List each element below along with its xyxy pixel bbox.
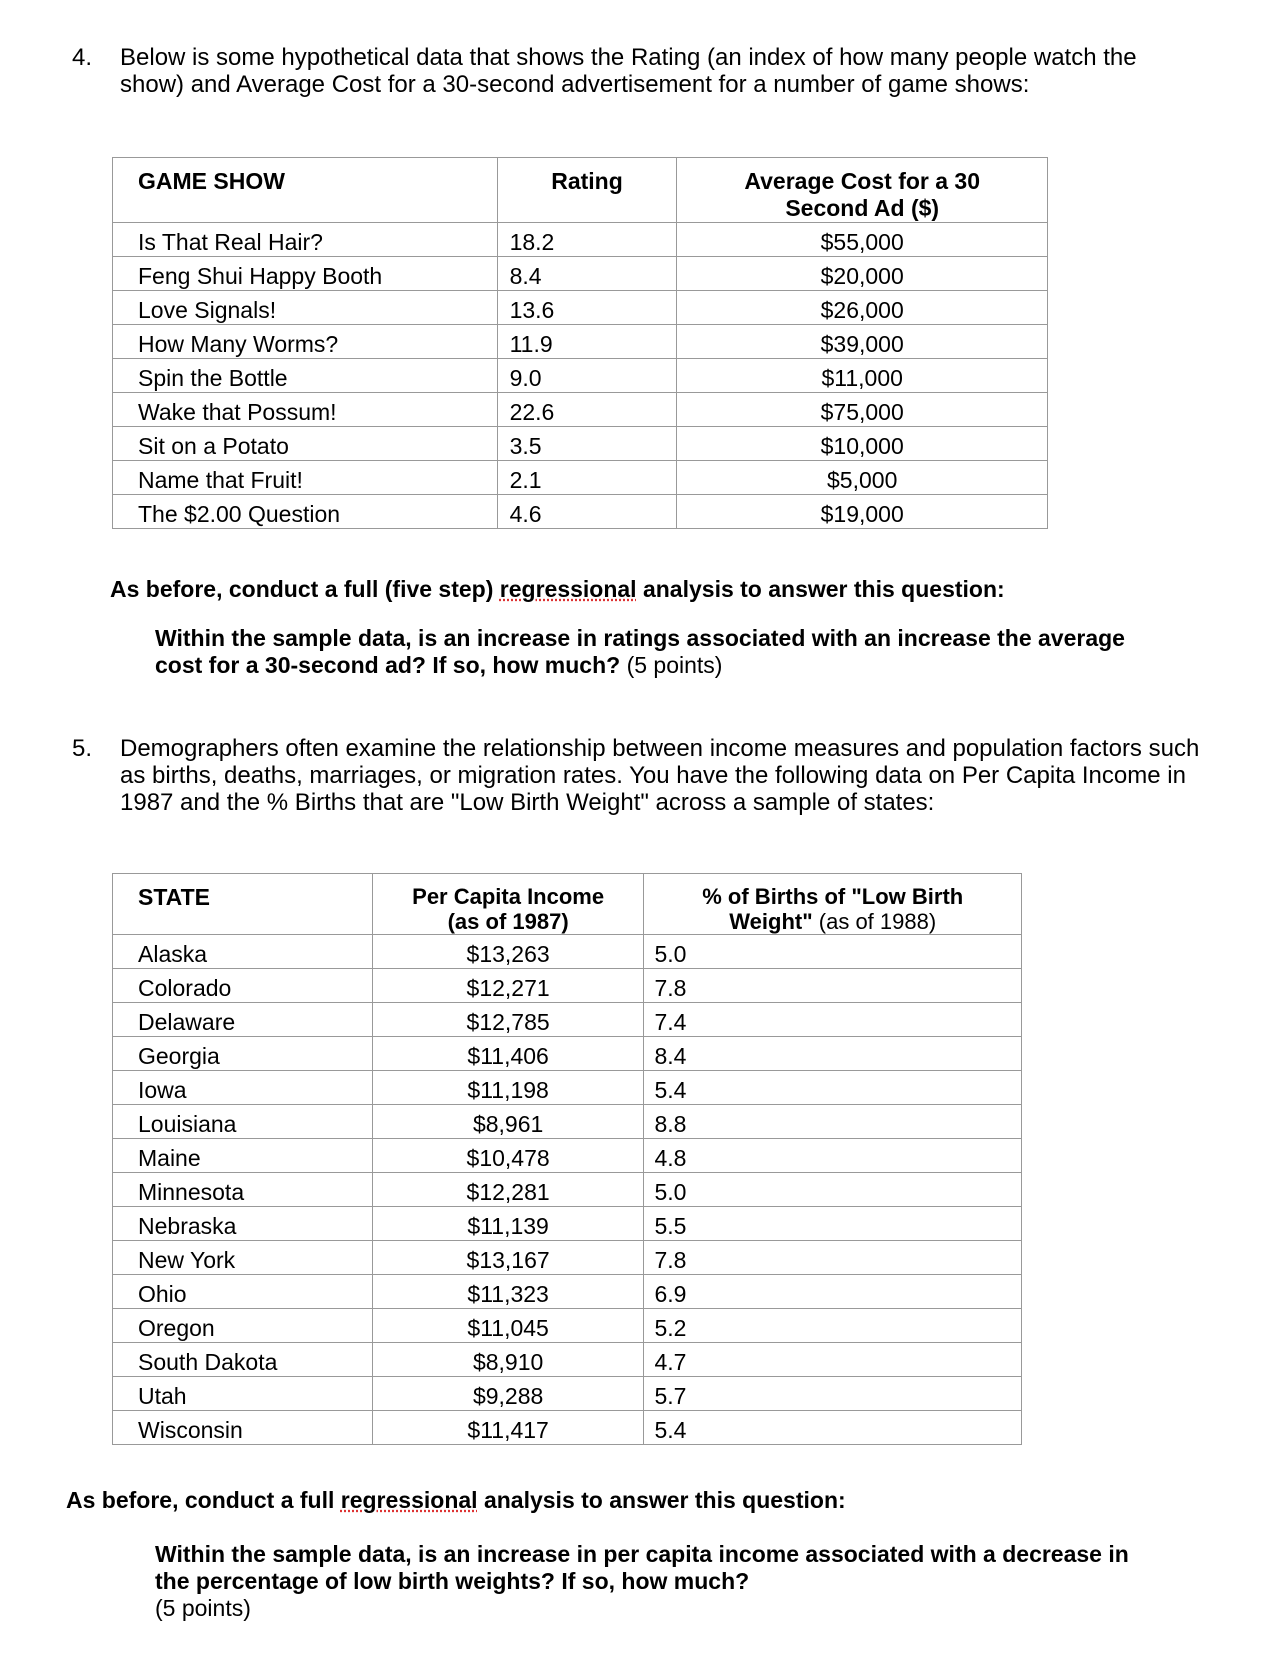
game-show-name: Is That Real Hair? bbox=[113, 223, 498, 257]
game-show-name: Feng Shui Happy Booth bbox=[113, 257, 498, 291]
game-show-name: How Many Worms? bbox=[113, 325, 498, 359]
game-show-row bbox=[113, 359, 1048, 393]
game-show-row bbox=[113, 495, 1048, 529]
state-low-birth-weight: 7.8 bbox=[644, 969, 1022, 1003]
state-row bbox=[113, 1377, 1022, 1411]
state-row bbox=[113, 935, 1022, 969]
state-income: $12,785 bbox=[372, 1003, 644, 1037]
question-5-number: 5. bbox=[72, 735, 93, 762]
header-lbw-line3: (as of 1988) bbox=[812, 909, 937, 934]
question-5-intro-line1: Demographers often examine the relationship between income measures and population factors such bbox=[120, 735, 1200, 762]
state-name: Iowa bbox=[113, 1071, 373, 1105]
header-lbw-line2: Weight" bbox=[729, 909, 813, 934]
question-4-intro-line1: Below is some hypothetical data that shows the Rating (an index of how many people watch the bbox=[120, 44, 1137, 71]
state-income: $11,323 bbox=[372, 1275, 644, 1309]
state-income: $10,478 bbox=[372, 1139, 644, 1173]
state-row bbox=[113, 1037, 1022, 1071]
question-5-prompt-line2: the percentage of low birth weights? If so, how much? bbox=[155, 1568, 750, 1594]
state-low-birth-weight: 4.8 bbox=[644, 1139, 1022, 1173]
header-average-cost-line1: Average Cost for a 30 bbox=[744, 168, 981, 194]
state-row bbox=[113, 1241, 1022, 1275]
header-game-show: GAME SHOW bbox=[113, 158, 498, 223]
game-show-table bbox=[112, 157, 1048, 529]
game-show-cost: $39,000 bbox=[677, 325, 1048, 359]
state-low-birth-weight: 5.7 bbox=[644, 1377, 1022, 1411]
game-show-row bbox=[113, 257, 1048, 291]
header-rating: Rating bbox=[497, 158, 677, 223]
question-5-prompt-line1: Within the sample data, is an increase in per capita income associated with a decrease in bbox=[155, 1541, 1129, 1567]
state-name: Colorado bbox=[113, 969, 373, 1003]
game-show-cost: $5,000 bbox=[677, 461, 1048, 495]
state-name: Ohio bbox=[113, 1275, 373, 1309]
state-income: $11,417 bbox=[372, 1411, 644, 1445]
state-low-birth-weight: 6.9 bbox=[644, 1275, 1022, 1309]
state-low-birth-weight: 8.8 bbox=[644, 1105, 1022, 1139]
state-name: New York bbox=[113, 1241, 373, 1275]
question-4-instruction bbox=[110, 576, 1005, 603]
state-name: Minnesota bbox=[113, 1173, 373, 1207]
game-show-name: The $2.00 Question bbox=[113, 495, 498, 529]
state-row bbox=[113, 1003, 1022, 1037]
state-name: Delaware bbox=[113, 1003, 373, 1037]
state-name: Louisiana bbox=[113, 1105, 373, 1139]
question-5-prompt bbox=[155, 1541, 1129, 1622]
state-income: $11,045 bbox=[372, 1309, 644, 1343]
state-table bbox=[112, 873, 1022, 1445]
state-row bbox=[113, 1411, 1022, 1445]
question-5-instruction bbox=[66, 1487, 846, 1514]
question-5-intro-line3: 1987 and the % Births that are "Low Birth Weight" across a sample of states: bbox=[120, 789, 935, 816]
game-show-rating: 18.2 bbox=[497, 223, 677, 257]
state-income: $13,167 bbox=[372, 1241, 644, 1275]
game-show-rating: 9.0 bbox=[497, 359, 677, 393]
state-row bbox=[113, 1275, 1022, 1309]
game-show-name: Spin the Bottle bbox=[113, 359, 498, 393]
header-income-line1: Per Capita Income bbox=[412, 884, 605, 909]
state-low-birth-weight: 8.4 bbox=[644, 1037, 1022, 1071]
game-show-row bbox=[113, 427, 1048, 461]
question-5-intro-line2: as births, deaths, marriages, or migration rates. You have the following data on Per Capita Income in bbox=[120, 762, 1186, 789]
question-4-intro bbox=[120, 44, 1137, 98]
game-show-rating: 22.6 bbox=[497, 393, 677, 427]
game-show-rating: 8.4 bbox=[497, 257, 677, 291]
header-low-birth-weight bbox=[644, 874, 1022, 935]
game-show-name: Name that Fruit! bbox=[113, 461, 498, 495]
state-header-row bbox=[113, 874, 1022, 935]
game-show-row bbox=[113, 291, 1048, 325]
state-income: $12,281 bbox=[372, 1173, 644, 1207]
state-name: Georgia bbox=[113, 1037, 373, 1071]
state-low-birth-weight: 7.4 bbox=[644, 1003, 1022, 1037]
question-4-prompt bbox=[155, 625, 1125, 679]
game-show-rating: 13.6 bbox=[497, 291, 677, 325]
game-show-rating: 11.9 bbox=[497, 325, 677, 359]
instruction-4-word: regressional bbox=[499, 576, 637, 602]
game-show-name: Wake that Possum! bbox=[113, 393, 498, 427]
state-income: $8,910 bbox=[372, 1343, 644, 1377]
state-row bbox=[113, 1071, 1022, 1105]
instruction-4-post: analysis to answer this question: bbox=[636, 576, 1005, 602]
instruction-4-pre: As before, conduct a full (five step) bbox=[110, 576, 500, 602]
state-income: $11,139 bbox=[372, 1207, 644, 1241]
state-row bbox=[113, 1173, 1022, 1207]
state-row bbox=[113, 1207, 1022, 1241]
state-row bbox=[113, 1343, 1022, 1377]
game-show-row bbox=[113, 223, 1048, 257]
state-body bbox=[113, 935, 1022, 1445]
game-show-rating: 2.1 bbox=[497, 461, 677, 495]
state-row bbox=[113, 1139, 1022, 1173]
header-state: STATE bbox=[113, 874, 373, 935]
game-show-row bbox=[113, 325, 1048, 359]
state-low-birth-weight: 5.0 bbox=[644, 935, 1022, 969]
state-name: Nebraska bbox=[113, 1207, 373, 1241]
game-show-row bbox=[113, 393, 1048, 427]
state-income: $13,263 bbox=[372, 935, 644, 969]
state-name: Oregon bbox=[113, 1309, 373, 1343]
header-income-line2: (as of 1987) bbox=[447, 909, 569, 934]
state-name: Utah bbox=[113, 1377, 373, 1411]
header-average-cost bbox=[677, 158, 1048, 223]
state-row bbox=[113, 1105, 1022, 1139]
instruction-5-post: analysis to answer this question: bbox=[477, 1487, 846, 1513]
state-income: $9,288 bbox=[372, 1377, 644, 1411]
game-show-name: Sit on a Potato bbox=[113, 427, 498, 461]
question-4-prompt-line2: cost for a 30-second ad? If so, how much? bbox=[155, 652, 621, 678]
game-show-header-row bbox=[113, 158, 1048, 223]
state-row bbox=[113, 1309, 1022, 1343]
state-income: $11,198 bbox=[372, 1071, 644, 1105]
game-show-cost: $20,000 bbox=[677, 257, 1048, 291]
state-name: South Dakota bbox=[113, 1343, 373, 1377]
game-show-name: Love Signals! bbox=[113, 291, 498, 325]
game-show-cost: $10,000 bbox=[677, 427, 1048, 461]
state-low-birth-weight: 5.0 bbox=[644, 1173, 1022, 1207]
game-show-rating: 3.5 bbox=[497, 427, 677, 461]
question-4-prompt-line1: Within the sample data, is an increase in ratings associated with an increase the average bbox=[155, 625, 1125, 651]
state-income: $11,406 bbox=[372, 1037, 644, 1071]
state-name: Wisconsin bbox=[113, 1411, 373, 1445]
state-low-birth-weight: 7.8 bbox=[644, 1241, 1022, 1275]
game-show-cost: $19,000 bbox=[677, 495, 1048, 529]
question-5-points: (5 points) bbox=[155, 1595, 251, 1621]
state-income: $8,961 bbox=[372, 1105, 644, 1139]
state-low-birth-weight: 5.5 bbox=[644, 1207, 1022, 1241]
game-show-rating: 4.6 bbox=[497, 495, 677, 529]
state-name: Alaska bbox=[113, 935, 373, 969]
instruction-5-word: regressional bbox=[340, 1487, 478, 1513]
header-income bbox=[372, 874, 644, 935]
state-low-birth-weight: 4.7 bbox=[644, 1343, 1022, 1377]
state-income: $12,271 bbox=[372, 969, 644, 1003]
game-show-row bbox=[113, 461, 1048, 495]
header-average-cost-line2: Second Ad ($) bbox=[785, 195, 940, 221]
question-5-intro bbox=[120, 735, 1199, 816]
state-row bbox=[113, 969, 1022, 1003]
state-name: Maine bbox=[113, 1139, 373, 1173]
state-low-birth-weight: 5.2 bbox=[644, 1309, 1022, 1343]
game-show-cost: $55,000 bbox=[677, 223, 1048, 257]
game-show-body bbox=[113, 223, 1048, 529]
question-4-intro-line2: show) and Average Cost for a 30-second advertisement for a number of game shows: bbox=[120, 71, 1030, 98]
instruction-5-pre: As before, conduct a full bbox=[66, 1487, 341, 1513]
question-4-points: (5 points) bbox=[626, 652, 723, 678]
state-low-birth-weight: 5.4 bbox=[644, 1411, 1022, 1445]
game-show-cost: $75,000 bbox=[677, 393, 1048, 427]
question-4-number: 4. bbox=[72, 44, 93, 71]
header-lbw-line1: % of Births of "Low Birth bbox=[702, 884, 964, 909]
game-show-cost: $26,000 bbox=[677, 291, 1048, 325]
state-low-birth-weight: 5.4 bbox=[644, 1071, 1022, 1105]
game-show-cost: $11,000 bbox=[677, 359, 1048, 393]
